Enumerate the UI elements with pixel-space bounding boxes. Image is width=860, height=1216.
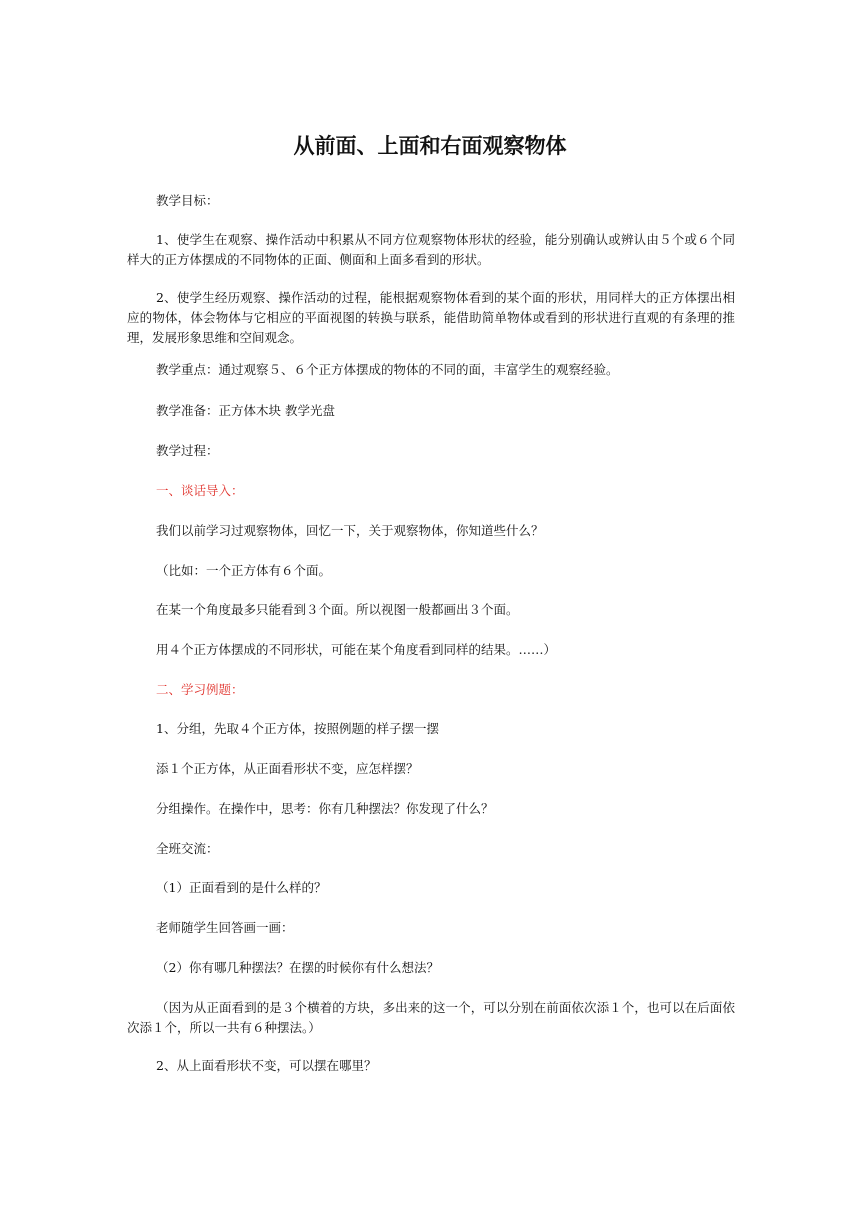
intro-example-2: 在某一个角度最多只能看到３个面。所以视图一般都画出３个面。	[156, 602, 519, 617]
goal-paragraph-1: 1、使学生在观察、操作活动中积累从不同方位观察物体形状的经验，能分别确认或辨认由５个或６个同样大的正方体摆成的不同物体的正面、侧面和上面多看到的形状。	[127, 232, 735, 267]
methods-explanation: （因为从正面看到的是３个横着的方块，多出来的这一个，可以分别在前面依次添１个，也可以在后面依次添１个，所以一共有６种摆法。）	[127, 1000, 735, 1035]
section-heading-intro: 一、谈话导入：	[156, 483, 244, 498]
section-heading-examples: 二、学习例题：	[156, 682, 244, 697]
intro-example-1: （比如：一个正方体有６个面。	[156, 563, 332, 578]
question-front-view: （1）正面看到的是什么样的？	[156, 880, 327, 895]
goal-paragraph-2: 2、使学生经历观察、操作活动的过程，能根据观察物体看到的某个面的形状，用同样大的正方体摆出相应的物体，体会物体与它相应的平面视图的转换与联系，能借助简单物体或看到的形状进行直观的有条理的推理，发展形象思维和空间观念。	[127, 290, 735, 345]
example-step-1: 1、分组，先取４个正方体，按照例题的样子摆一摆	[156, 721, 439, 736]
question-methods: （2）你有哪几种摆法？在摆的时候你有什么想法？	[156, 960, 439, 975]
class-exchange: 全班交流：	[156, 841, 219, 856]
example-step-add-cube: 添１个正方体，从正面看形状不变，应怎样摆？	[156, 761, 419, 776]
example-step-2: 2、从上面看形状不变，可以摆在哪里？	[156, 1058, 377, 1073]
process-heading: 教学过程：	[156, 443, 219, 458]
example-group-work: 分组操作。在操作中，思考：你有几种摆法？你发现了什么？	[156, 801, 494, 816]
page-title: 从前面、上面和右面观察物体	[293, 134, 567, 158]
intro-example-3: 用４个正方体摆成的不同形状，可能在某个角度看到同样的结果。……）	[156, 642, 557, 657]
teaching-goals-heading: 教学目标：	[156, 193, 219, 208]
intro-question: 我们以前学习过观察物体，回忆一下，关于观察物体，你知道些什么？	[156, 523, 544, 538]
teacher-draws: 老师随学生回答画一画：	[156, 920, 294, 935]
key-point-paragraph: 教学重点：通过观察５、６个正方体摆成的物体的不同的面，丰富学生的观察经验。	[156, 362, 619, 377]
preparation-paragraph: 教学准备：正方体木块 教学光盘	[156, 403, 335, 418]
